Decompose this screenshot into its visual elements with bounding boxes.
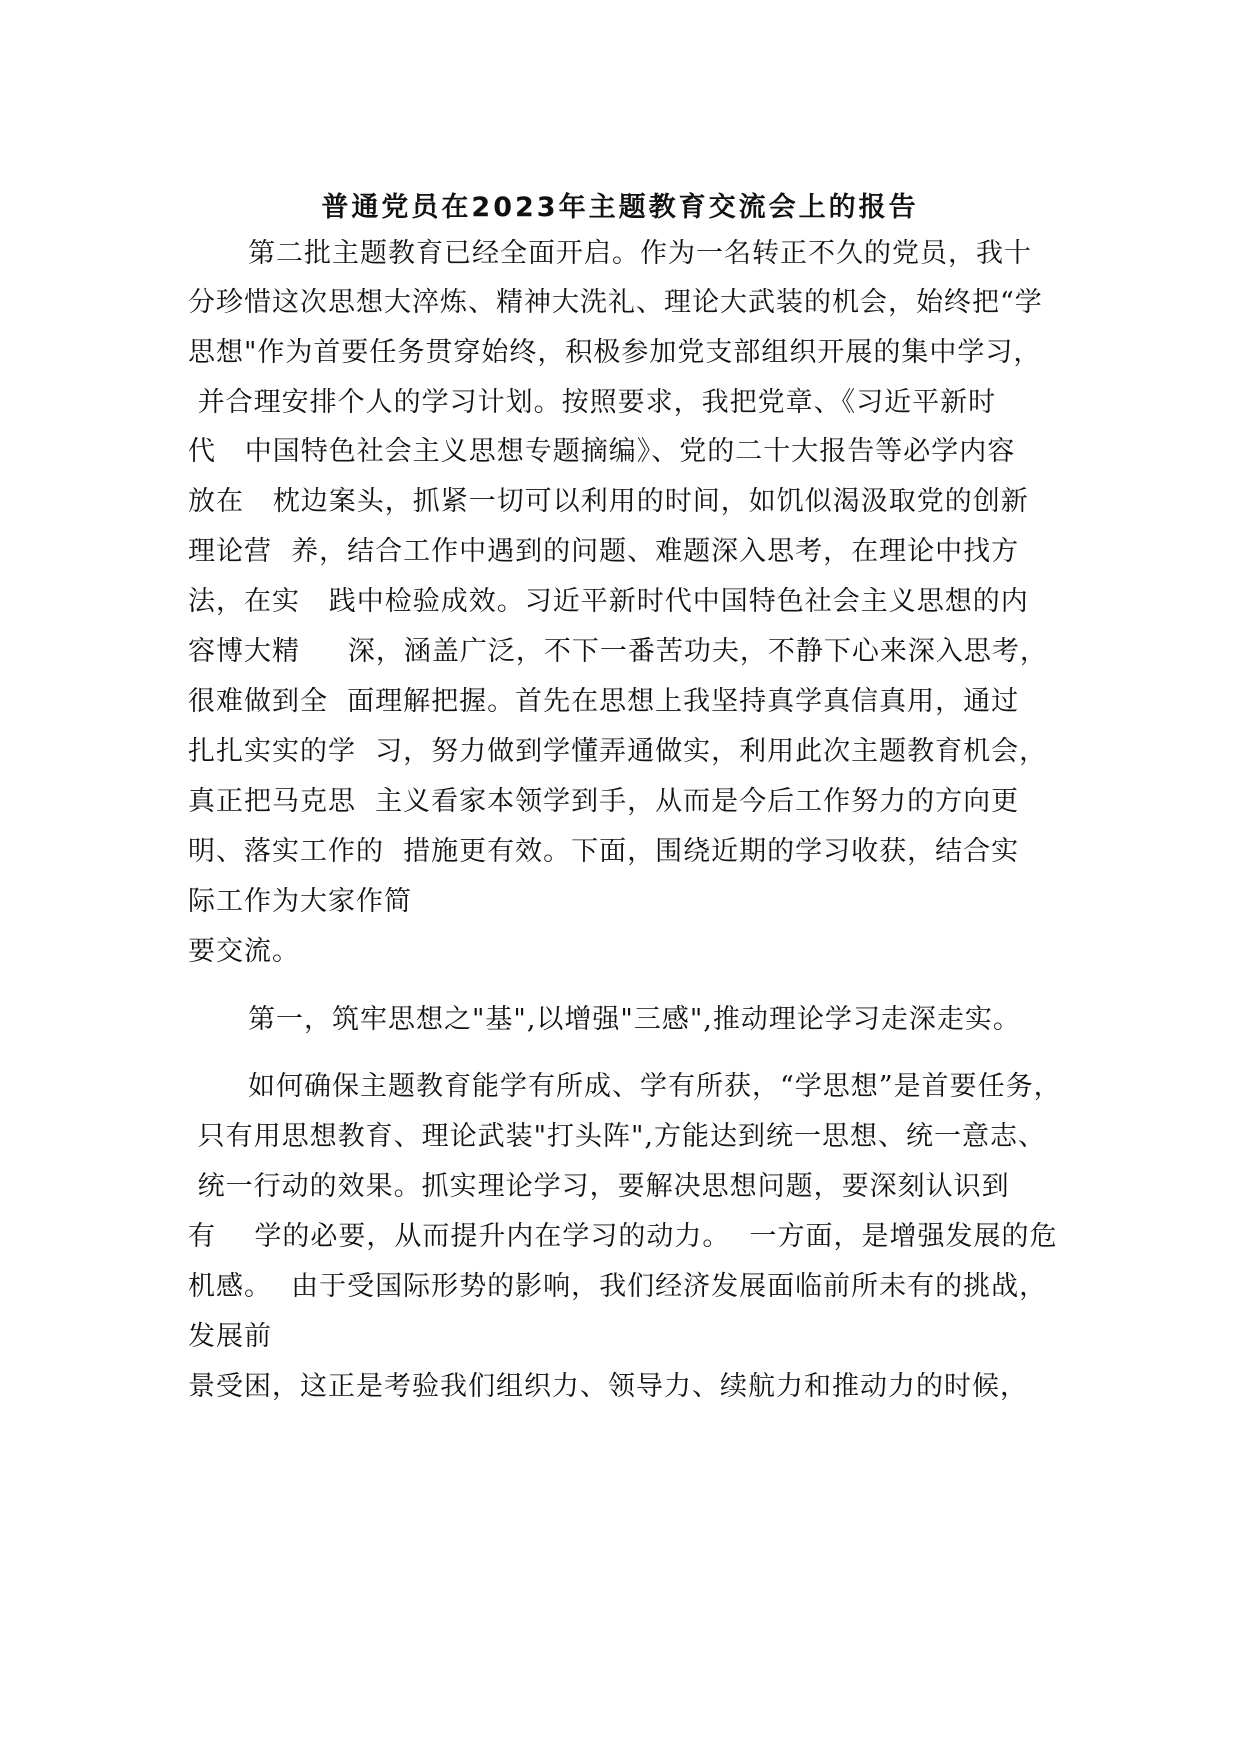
text-line: 只有用思想教育、理论武装"打头阵",方能达到统一思想、统一意志、 [188, 1121, 1047, 1152]
section-heading: 第一，筑牢思想之"基",以增强"三感",推动理论学习走深走实。 [248, 1004, 1021, 1035]
text-line: 统一行动的效果。抓实理论学习，要解决思想问题，要深刻认识到 [188, 1171, 1010, 1202]
text-line: 代 中国特色社会主义思想专题摘编》、党的二十大报告等必学内容 [188, 436, 1016, 467]
text-line: 如何确保主题教育能学有所成、学有所获，“学思想”是首要任务， [248, 1071, 1062, 1102]
text-line: 机感。 由于受国际形势的影响，我们经济发展面临前所未有的挑战， [188, 1271, 1048, 1302]
text-line: 很难做到全 面理解把握。首先在思想上我坚持真学真信真用，通过 [188, 686, 1020, 717]
document-title: 普通党员在2023年主题教育交流会上的报告 [321, 192, 919, 223]
text-line: 法，在实 践中检验成效。习近平新时代中国特色社会主义思想的内 [188, 586, 1029, 617]
text-line: 放在 枕边案头，抓紧一切可以利用的时间，如饥似渴汲取党的创新 [188, 486, 1029, 517]
text-line: 第二批主题教育已经全面开启。作为一名转正不久的党员，我十 [248, 238, 1032, 269]
text-line: 有 学的必要，从而提升内在学习的动力。 一方面，是增强发展的危 [188, 1221, 1058, 1252]
text-line: 要交流。 [188, 936, 300, 967]
text-line: 景受困，这正是考验我们组织力、领导力、续航力和推动力的时候， [188, 1371, 1028, 1402]
text-line: 扎扎实实的学 习，努力做到学懂弄通做实，利用此次主题教育机会， [188, 736, 1048, 767]
text-line: 理论营 养，结合工作中遇到的问题、难题深入思考，在理论中找方 [188, 536, 1020, 567]
text-line: 真正把马克思 主义看家本领学到手，从而是今后工作努力的方向更 [188, 786, 1020, 817]
text-line: 明、落实工作的 措施更有效。下面，围绕近期的学习收获，结合实 [188, 836, 1020, 867]
text-line: 思想"作为首要任务贯穿始终，积极参加党支部组织开展的集中学习， [188, 337, 1042, 368]
text-line: 际工作为大家作简 [188, 886, 412, 917]
text-line: 分珍惜这次思想大淬炼、精神大洗礼、理论大武装的机会，始终把“学 [188, 287, 1043, 318]
text-line: 并合理安排个人的学习计划。按照要求，我把党章、《习近平新时 [188, 387, 997, 418]
text-line: 容博大精 深，涵盖广泛，不下一番苦功夫，不静下心来深入思考， [188, 636, 1048, 667]
text-line: 发展前 [188, 1321, 272, 1352]
